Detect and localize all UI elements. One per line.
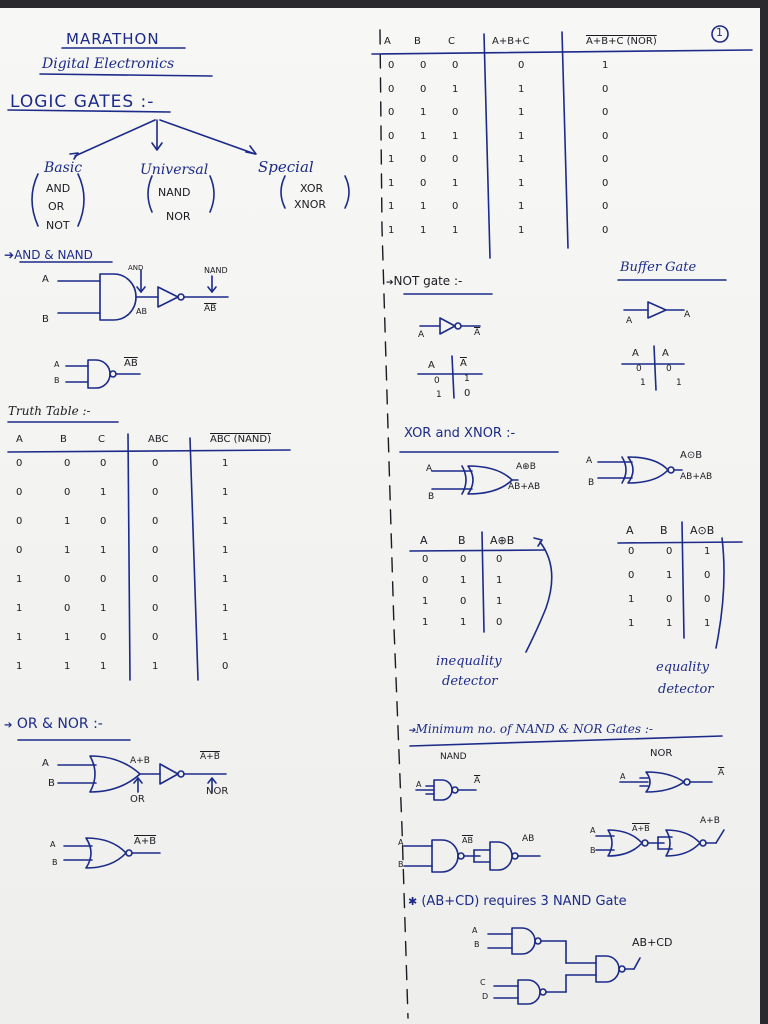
nor3-cell: 0 (602, 224, 609, 236)
xnor-input-a: A (586, 456, 593, 466)
xorT-cell: 0 (422, 575, 429, 586)
arrow-bullet-icon: ➔ (386, 278, 394, 288)
category-special: Special (258, 158, 314, 176)
nor3-cell: 1 (420, 107, 427, 118)
xorT-cell: 1 (460, 617, 467, 628)
xnorT-cell: 1 (704, 618, 711, 629)
nor3-cell: 0 (452, 107, 459, 118)
nand-and-out: AB (522, 834, 535, 844)
tt3-cell: 0 (64, 458, 71, 469)
buffer-table-r1-a: 1 (640, 378, 646, 388)
nor3-cell: 1 (602, 60, 609, 71)
xnorT-header: A⊙B (690, 524, 715, 537)
nor3-cell: 1 (518, 130, 525, 142)
xnorT-cell: 0 (704, 570, 711, 581)
nor3-cell: 0 (602, 130, 609, 142)
not-input: A (418, 330, 425, 340)
nor3-cell: 0 (388, 60, 395, 71)
universal-item-nand: NAND (158, 186, 191, 199)
xnor-input-b: B (588, 478, 595, 488)
xorT-header: B (458, 534, 466, 547)
universal-item-nor: NOR (166, 210, 191, 223)
nor3-cell: 1 (518, 83, 525, 95)
star-bullet-icon: ✱ (408, 895, 418, 908)
xorT-cell: 0 (460, 554, 467, 565)
xnorT-cell: 1 (704, 546, 711, 557)
nor3-cell: 1 (420, 201, 427, 212)
nor3-header: A+B+C (NOR) (586, 36, 657, 47)
page-number: 1 (716, 26, 723, 39)
tt3-cell: 1 (64, 545, 71, 556)
xorT-cell: 0 (496, 554, 503, 565)
tt3-cell: 1 (222, 487, 229, 498)
tt3-cell: 0 (152, 487, 159, 498)
abcd-input-b: B (474, 940, 480, 949)
and-input-a: A (42, 274, 49, 285)
nor3-cell: 0 (452, 154, 459, 165)
nor-output: A+B (200, 752, 220, 762)
buffer-gate-heading: Buffer Gate (620, 260, 697, 275)
nor-not-out: $\overline{A}$ (718, 768, 725, 778)
min-gates-heading (408, 722, 653, 736)
tt3-cell: 1 (222, 603, 229, 614)
truth-table-heading: Truth Table :- (8, 404, 91, 418)
buffer-table-h-a: A (632, 348, 639, 359)
nor-or-out: A+B (700, 816, 720, 826)
nor3-header: A+B+C (492, 36, 530, 47)
label-and-small: AND (128, 264, 144, 272)
nor3-cell: 0 (452, 60, 459, 71)
not-table-r0-b: 1 (464, 374, 470, 384)
nor3-cell: 1 (518, 224, 525, 236)
nor-or-b: B (590, 846, 596, 855)
tt3-cell: 1 (100, 545, 107, 556)
not-gate-heading-text: NOT gate :- (393, 274, 463, 288)
nand-output: $\overline{AB}$ (204, 304, 217, 314)
basic-item-and: AND (46, 182, 71, 195)
nor-or-mid: A+B (632, 824, 650, 833)
nor-symbol-out: A+B (134, 836, 157, 847)
tt3-cell: 0 (152, 516, 159, 527)
xorT-cell: 1 (496, 575, 503, 586)
tt3-cell: 1 (100, 661, 107, 672)
nor3-cell: 0 (388, 83, 395, 95)
xor-output: A⊕B (516, 462, 536, 472)
xnorT-header: B (660, 524, 668, 537)
arrow-bullet-icon: ➔ (4, 248, 15, 262)
nor3-cell: 0 (420, 83, 427, 95)
xnorT-cell: 1 (628, 594, 635, 605)
abcd-input-c: C (480, 978, 486, 987)
abcd-heading (408, 894, 627, 909)
xnorT-cell: 1 (666, 618, 673, 629)
or-nor-heading (4, 716, 103, 732)
tt3-header: ABC (NAND) (210, 434, 271, 445)
label-nor: NOR (206, 786, 229, 797)
nor3-cell: 0 (452, 201, 459, 212)
or-input-b: B (48, 778, 55, 789)
not-table-h-a: A (428, 360, 435, 371)
xnorT-cell: 1 (628, 618, 635, 629)
nand-symbol-a: A (54, 360, 60, 369)
tt3-cell: 1 (16, 632, 23, 643)
tt3-cell: 1 (16, 603, 23, 614)
xnor-note-line1: equality (656, 660, 710, 675)
tt3-cell: 0 (100, 632, 107, 643)
min-nor-label: NOR (650, 748, 673, 759)
nor3-cell: 0 (420, 177, 427, 189)
tt3-cell: 1 (222, 632, 229, 643)
nor3-cell: 0 (602, 154, 609, 165)
arrow-bullet-icon: ➔ (4, 720, 13, 731)
nor3-cell: 1 (452, 130, 459, 142)
tt3-cell: 1 (64, 516, 71, 527)
tt3-cell: 0 (16, 487, 23, 498)
label-nand-small: NAND (204, 266, 228, 275)
tt3-cell: 1 (64, 661, 71, 672)
buffer-table-r0-a: 0 (636, 364, 642, 374)
buffer-input: A (626, 316, 633, 326)
xor-input-b: B (428, 492, 435, 502)
page-title: MARATHON (66, 30, 160, 48)
tt3-cell: 1 (64, 632, 71, 643)
tt3-cell: 1 (222, 516, 229, 527)
xnorT-header: A (626, 524, 634, 537)
xnorT-cell: 0 (628, 546, 635, 557)
notebook-page (0, 8, 760, 1024)
abcd-output: AB+CD (632, 936, 673, 949)
tt3-cell: 1 (222, 574, 229, 585)
xorT-cell: 1 (422, 617, 429, 628)
xorT-cell: 0 (496, 617, 503, 628)
xor-note-line1: inequality (436, 654, 502, 669)
label-or: OR (130, 794, 145, 805)
nor3-cell: 0 (388, 130, 395, 142)
nor-not-in: A (620, 772, 626, 781)
nor3-cell: 0 (518, 60, 525, 71)
not-table-r1-a: 1 (436, 390, 442, 400)
tt3-cell: 0 (64, 603, 71, 614)
nor3-cell: 0 (602, 107, 609, 118)
xor-input-a: A (426, 464, 433, 474)
min-gates-heading-text: Minimum no. of NAND & NOR Gates :- (415, 722, 653, 736)
nor3-cell: 1 (518, 201, 525, 212)
and-output: AB (136, 307, 147, 316)
buffer-table-r0-b: 0 (666, 364, 672, 374)
xnorT-cell: 0 (666, 594, 673, 605)
nor3-cell: 1 (388, 224, 395, 236)
nor3-cell: 0 (420, 154, 427, 165)
tt3-header: A (16, 434, 23, 445)
tt3-header: C (98, 434, 105, 445)
tt3-cell: 1 (16, 661, 23, 672)
tt3-cell: 0 (152, 632, 159, 643)
tt3-cell: 0 (64, 487, 71, 498)
tt3-cell: 0 (152, 545, 159, 556)
nor3-cell: 1 (420, 224, 427, 236)
nor3-cell: 1 (452, 177, 459, 189)
tt3-cell: 0 (64, 574, 71, 585)
xor-expression: AB+AB (508, 482, 541, 492)
or-input-a: A (42, 758, 49, 769)
tt3-cell: 0 (16, 458, 23, 469)
nor-symbol-a: A (50, 840, 56, 849)
and-nand-heading-text: AND & NAND (14, 248, 93, 262)
basic-item-or: OR (48, 200, 65, 213)
xorT-cell: 1 (422, 596, 429, 607)
arrow-bullet-icon: ➔ (408, 726, 416, 736)
abcd-input-d: D (482, 992, 489, 1001)
nor3-cell: 0 (602, 83, 609, 95)
tt3-cell: 0 (152, 458, 159, 469)
nor-or-a: A (590, 826, 596, 835)
xnor-expression: AB+AB (680, 472, 713, 482)
category-basic: Basic (44, 160, 83, 176)
not-table-r1-b: 0 (464, 388, 471, 399)
nor3-cell: 0 (420, 60, 427, 71)
not-table-r0-a: 0 (434, 376, 440, 386)
nor3-header: B (414, 36, 421, 47)
nor3-header: C (448, 36, 455, 47)
nor3-cell: 1 (452, 83, 459, 95)
basic-item-not: NOT (46, 219, 70, 232)
nor3-cell: 1 (388, 154, 395, 165)
logic-gates-heading: LOGIC GATES :- (10, 92, 155, 112)
buffer-output: A (684, 310, 691, 320)
and-input-b: B (42, 314, 49, 325)
xor-note-line2: detector (442, 674, 498, 689)
nor3-cell: 1 (518, 177, 525, 189)
category-universal: Universal (140, 162, 209, 178)
xnorT-cell: 0 (628, 570, 635, 581)
nand-and-a: A (398, 838, 404, 847)
special-item-xnor: XNOR (294, 198, 327, 211)
nor3-header: A (384, 36, 391, 47)
tt3-cell: 1 (100, 603, 107, 614)
tt3-cell: 0 (222, 661, 229, 672)
nand-and-b: B (398, 860, 404, 869)
xnor-note-line2: detector (658, 682, 714, 697)
not-gate-heading (386, 274, 462, 288)
nand-symbol-b: B (54, 376, 60, 385)
page-subtitle: Digital Electronics (42, 56, 175, 72)
xorT-cell: 0 (422, 554, 429, 565)
nand-and-mid: $\overline{AB}$ (462, 836, 473, 845)
not-table-h-abar: $\overline{A}$ (460, 358, 467, 369)
xnorT-cell: 0 (704, 594, 711, 605)
nor3-cell: 1 (518, 107, 525, 118)
tt3-cell: 0 (16, 516, 23, 527)
xor-xnor-heading: XOR and XNOR :- (404, 426, 516, 441)
and-nand-heading (4, 248, 93, 262)
nand-not-out: $\overline{A}$ (474, 776, 481, 786)
nor3-cell: 1 (452, 224, 459, 236)
buffer-table-h-out: A (662, 348, 669, 359)
tt3-cell: 1 (16, 574, 23, 585)
or-nor-heading-text: OR & NOR :- (16, 716, 103, 732)
not-output: $\overline{A}$ (474, 328, 481, 338)
tt3-cell: 0 (152, 574, 159, 585)
xorT-cell: 0 (460, 596, 467, 607)
xorT-header: A (420, 534, 428, 547)
tt3-cell: 0 (152, 603, 159, 614)
nor-symbol-b: B (52, 858, 58, 867)
abcd-input-a: A (472, 926, 478, 935)
xnorT-cell: 1 (666, 570, 673, 581)
tt3-header: ABC (148, 434, 169, 445)
tt3-cell: 0 (100, 516, 107, 527)
nor3-cell: 0 (388, 107, 395, 118)
xorT-cell: 1 (460, 575, 467, 586)
xorT-header: A⊕B (490, 534, 515, 547)
tt3-cell: 0 (100, 458, 107, 469)
tt3-cell: 1 (222, 458, 229, 469)
min-nand-label: NAND (440, 752, 467, 762)
buffer-table-r1-b: 1 (676, 378, 682, 388)
nor3-cell: 0 (602, 201, 609, 212)
nand-symbol-out: $\overline{AB}$ (124, 358, 138, 369)
nor3-cell: 0 (602, 177, 609, 189)
xorT-cell: 1 (496, 596, 503, 607)
tt3-header: B (60, 434, 67, 445)
nand-not-in: A (416, 780, 422, 789)
diagram-strokes (0, 8, 760, 1024)
tt3-cell: 0 (16, 545, 23, 556)
xnorT-cell: 0 (666, 546, 673, 557)
or-output: A+B (130, 756, 150, 766)
tt3-cell: 1 (100, 487, 107, 498)
tt3-cell: 1 (222, 545, 229, 556)
nor3-cell: 1 (388, 177, 395, 189)
xnor-output: A⊙B (680, 450, 703, 461)
tt3-cell: 0 (100, 574, 107, 585)
nor3-cell: 1 (518, 154, 525, 165)
special-item-xor: XOR (300, 182, 324, 195)
nor3-cell: 1 (420, 130, 427, 142)
nor3-cell: 1 (388, 201, 395, 212)
tt3-cell: 1 (152, 661, 159, 672)
abcd-heading-text: (AB+CD) requires 3 NAND Gate (421, 894, 627, 909)
